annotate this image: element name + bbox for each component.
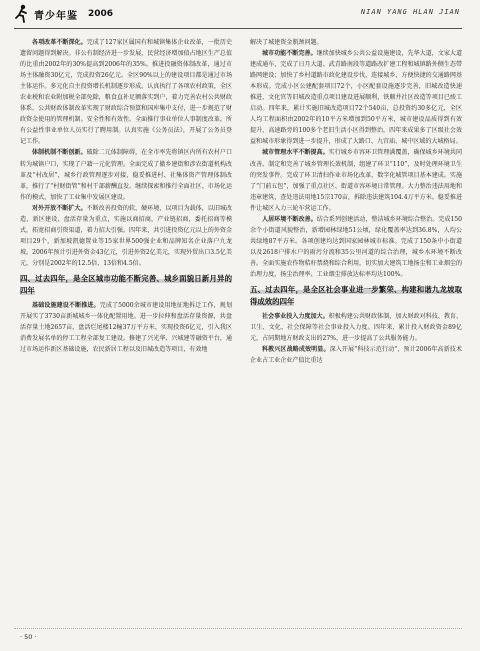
paragraph <box>20 37 232 147</box>
section-heading <box>20 273 232 297</box>
running-title: NIAN YANG HLAN JIAN <box>360 8 460 16</box>
paragraph <box>20 300 232 355</box>
paragraph-lead: 科教兴区战略成效明显。 <box>262 346 330 354</box>
paragraph-text: 积极构建公共财政体制，加大财政对科技、教育、卫生、文化、社会保障等社会事业投入力度。四年来，累计投入财政资金89亿元，占同期地方财政支出的27%，进一步提高了公共服务能力。 <box>250 313 462 343</box>
footer-rule <box>14 628 462 629</box>
paragraph <box>250 311 462 344</box>
article-body <box>20 37 462 625</box>
paragraph-lead: 体制机制不断创新。 <box>32 149 87 157</box>
paragraph-lead: 对外开放不断扩大。 <box>32 204 87 212</box>
section-heading-text: 五、过去四年，是全区社会事业进一步繁荣、构建和谐九龙坡取得成效的四年 <box>250 285 462 307</box>
section-heading <box>250 284 462 308</box>
paragraph-lead: 人居环境不断改善。 <box>262 215 317 223</box>
header <box>0 0 480 28</box>
paragraph-text: 完成了5000余城市建设用地征地拆迁工作，规划开展实了3730亩新城城乡一体化配置用地。进一步拉伸和盘活存量资源，共盘活存量土地2657亩，盘活烂尾楼12幢37万平方米，实现投资6亿元，引入我区消费发展名单的停工工程全部复工建设。修建了兴光华、兴城建等融资平台，通过市场运作新区基础设施，农民新居工程以及旧城改造等项目，有效地 <box>20 301 233 354</box>
paragraph <box>20 203 232 269</box>
paragraph-lead: 各项改革不断深化。 <box>32 39 87 46</box>
paragraph-text: 完成了127家区属国有和城镇集体企业改革，一批历史遗留问题得到解决。非公有制经济进一步发展，民营经济增加值占地区生产总值的比重由2002年的30%提高到2006年的35%。推进投融资体制改革，通过市场主体融资30亿元，完成投资26亿元。全区90%以上的建设项目都是通过市场主体运作。多元化自主投资增长机制逐步形成。认真执行了各项农村政策，全区农业税和农业附加税全部免除，粮食直补足额落实到户，着力完善农村公共财政体系。公共财政体制改革实现了财政综合预算和国库集中支付，进一步规范了财政资金使用的管理机制。安全性和有效性。全面推行事业单位人事制度改革，所有公益性事业单位人员实行了聘用制。认真实施《公务员法》，开展了公务员登记工作。 <box>20 39 232 146</box>
page-number: · 50 · <box>20 633 37 641</box>
paragraph-text: 结合系列创建活动，整洁城乡环境综合整治。完成150余个小街道风貌整治，新增园林绿地51公顷，绿化覆盖率达到36.8%，人均公共绿地87平方米。各项创建均达到国家园林城市标准。完成了150条中小街道以及2618户排水户的雨污分流和35公里河道的综合治理，城乡水环境不断改善。全面实施农作物秸秆禁烧和综合利用，切实加大建筑工地扬尘和工业烟尘的治理力度，扬尘治理率、工业烟尘排放达标率均达100%。 <box>250 215 462 278</box>
paragraph-text: 破除二元体制障碍，在全市率先将镇区内所有农村户口转为城镇户口，实现了户籍一元化管理。全面完成了撤乡建街和涉农街道机构改革及“村改居”，城乡行政管理逐步对接，稳妥推进村、社集体资产管理体制改革，推行了“村财街管”和村干部薪酬直发。继续探索和推行全面社区、市场化运作的模式，加快了工业集中发展区建设。 <box>20 149 233 201</box>
paragraph-text: 深入开展“科技示范行动”，预计2006年高新技术企业占工业企业产值比重达 <box>250 346 462 365</box>
logo <box>14 3 134 25</box>
paragraph <box>250 37 462 48</box>
paragraph-text: 不断改善投资的软、硬环境，以项目为载体，以旧城改造、新区建设、盘活存量为重点，实施以商招商，产业链招商，委托招商等模式，拓宽招商引资渠道，着力招大引强。四年来，共引进投资亿元以上的外资金项目29个，新加坡凯德置业等15家世界500强企业和品牌知名企业落户九龙坡。2006年预计引进外资金43亿元，引进外资2亿美元，实现外贸出口3.5亿美元，分别是2002年的12.5倍、13倍和4.5倍。 <box>20 204 233 267</box>
running-figure-icon <box>14 4 30 24</box>
paragraph <box>250 147 462 213</box>
left-column <box>20 37 232 625</box>
paragraph-lead: 城市功能不断完善。 <box>262 50 317 58</box>
paragraph <box>250 214 462 280</box>
paragraph-lead: 基础设施建设不断推进。 <box>32 301 100 309</box>
header-rule <box>14 28 462 29</box>
paragraph <box>250 344 462 366</box>
brand-title: 青少年鉴 <box>34 10 78 22</box>
paragraph-lead: 城市管理水平不断提高。 <box>262 149 329 157</box>
paragraph <box>20 147 232 202</box>
paragraph <box>250 48 462 147</box>
brand-year: 2006 <box>88 9 114 19</box>
section-heading-text: 四、过去四年，是全区城市功能不断完善、城乡面貌日新月异的四年 <box>20 273 232 295</box>
right-column <box>250 37 462 625</box>
paragraph-text: 解决了城建资金瓶颈问题。 <box>250 39 323 46</box>
paragraph-text: 继续加快城乡公共公益设施建设，先华大道，文家大道建成通车，完成了日月大道、武青路南段等道路改扩建工程和城镇路外侧生态带路网建设；加快了乡村道路市政化建设步伐，连接城乡、方便快捷的交通路网基本形成。完成小区公建配套项目72个，小区配套设施逐步完善，旧城改造快速推进，文化官等旧城改造重点项目建设进展顺利，铁顺井社区改造等项目已竣工启动。四年来，累计实施旧城改造项目72个540亩，总投资约30多亿元，全区人均工程面积由2002年的10平方米增加到50平方米，城市建设品质得到有效提升，高速路旁的100多个老旧生活小区得到整治，四年来成果多了区级社会效益和城市形象得到进一步提升，形成了大路口、九宫庙、城中区域的大城格局。 <box>250 50 463 146</box>
paragraph-lead: 社会事业投入力度加大。 <box>262 313 329 321</box>
paragraph-text: 实行城乡市容环卫管理满覆盖，确保城乡环境共同改善。制定和完善了城乡管理长效机制，组建了环卫“110”，及时处理环境卫生的突发事件。完成了环卫清扫作业市场化改革，数字化城管项目基本建成。实施了“门前五包”，加强了重点社区、街道市容环境日常管理。大力整治违法用地和违章建筑，查处违法用地15宗170亩，拆除违法建筑104.4万平方米。稳妥推进件让城区入力三轮车营运工作。 <box>250 149 462 212</box>
